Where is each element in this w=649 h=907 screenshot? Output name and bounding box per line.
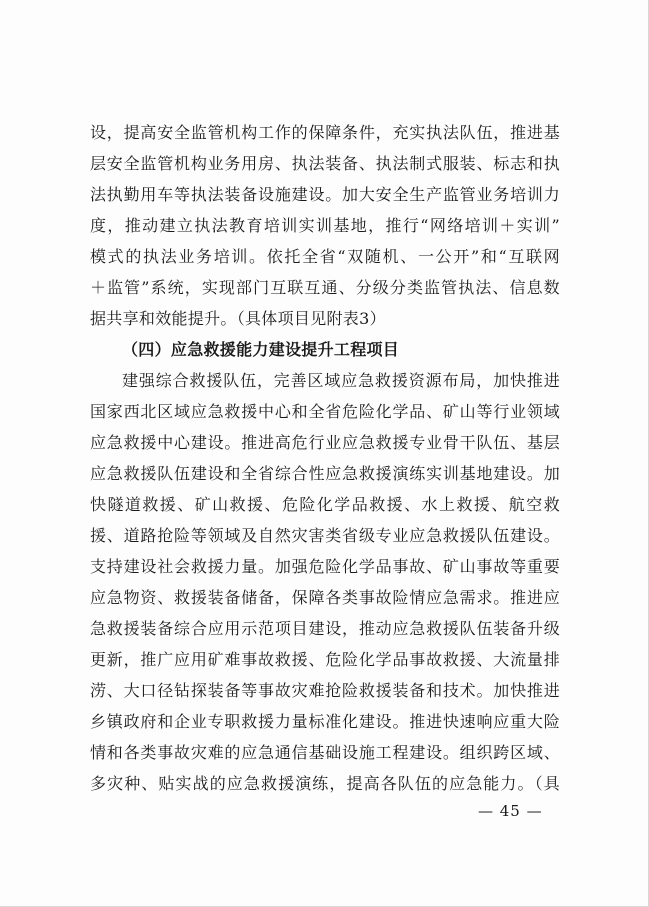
- text-line-4: 度，推动建立执法教育培训实训基地，推行“网络培训＋实训”: [90, 216, 560, 235]
- text-line-3: 法执勤用车等执法装备设施建设。加大安全生产监管业务培训力: [90, 185, 560, 204]
- text-line-7: 据共享和效能提升。（具体项目见附表3）: [90, 309, 386, 328]
- text-line-1: 设，提高安全监管机构工作的保障条件，充实执法队伍，推进基: [90, 123, 560, 142]
- text-line-15: 支持建设社会救援力量。加强危险化学品事故、矿山事故等重要: [90, 557, 560, 576]
- section-heading: （四）应急救援能力建设提升工程项目: [122, 340, 400, 359]
- text-line-14: 援、道路抢险等领域及自然灾害类省级专业应急救援队伍建设。: [90, 526, 560, 545]
- body-text: [90, 117, 560, 799]
- text-line-5: 模式的执法业务培训。依托全省“双随机、一公开”和“互联网: [90, 247, 560, 266]
- text-line-19: 涝、大口径钻探装备等事故灾难抢险救援装备和技术。加快推进: [90, 681, 560, 700]
- text-line-13: 快隧道救援、矿山救援、危险化学品救援、水上救援、航空救: [90, 495, 560, 514]
- text-line-2: 层安全监管机构业务用房、执法装备、执法制式服装、标志和执: [90, 154, 560, 173]
- text-line-11: 应急救援中心建设。推进高危行业应急救援专业骨干队伍、基层: [90, 433, 560, 452]
- text-line-18: 更新，推广应用矿难事故救援、危险化学品事故救援、大流量排: [90, 650, 560, 669]
- text-line-12: 应急救援队伍建设和全省综合性应急救援演练实训基地建设。加: [90, 464, 560, 483]
- text-line-6: ＋监管”系统，实现部门互联互通、分级分类监管执法、信息数: [90, 278, 560, 297]
- text-line-22: 多灾种、贴实战的应急救援演练，提高各队伍的应急能力。（具: [90, 774, 560, 793]
- text-line-17: 急救援装备综合应用示范项目建设，推动应急救援队伍装备升级: [90, 619, 560, 638]
- page-number: — 45 —: [478, 802, 543, 820]
- text-line-16: 应急物资、救援装备储备，保障各类事故险情应急需求。推进应: [90, 588, 560, 607]
- text-line-9: 建强综合救援队伍，完善区域应急救援资源布局，加快推进: [122, 371, 560, 390]
- text-line-21: 情和各类事故灾难的应急通信基础设施工程建设。组织跨区域、: [90, 743, 560, 762]
- text-line-20: 乡镇政府和企业专职救援力量标准化建设。推进快速响应重大险: [90, 712, 560, 731]
- text-line-10: 国家西北区域应急救援中心和全省危险化学品、矿山等行业领域: [90, 402, 560, 421]
